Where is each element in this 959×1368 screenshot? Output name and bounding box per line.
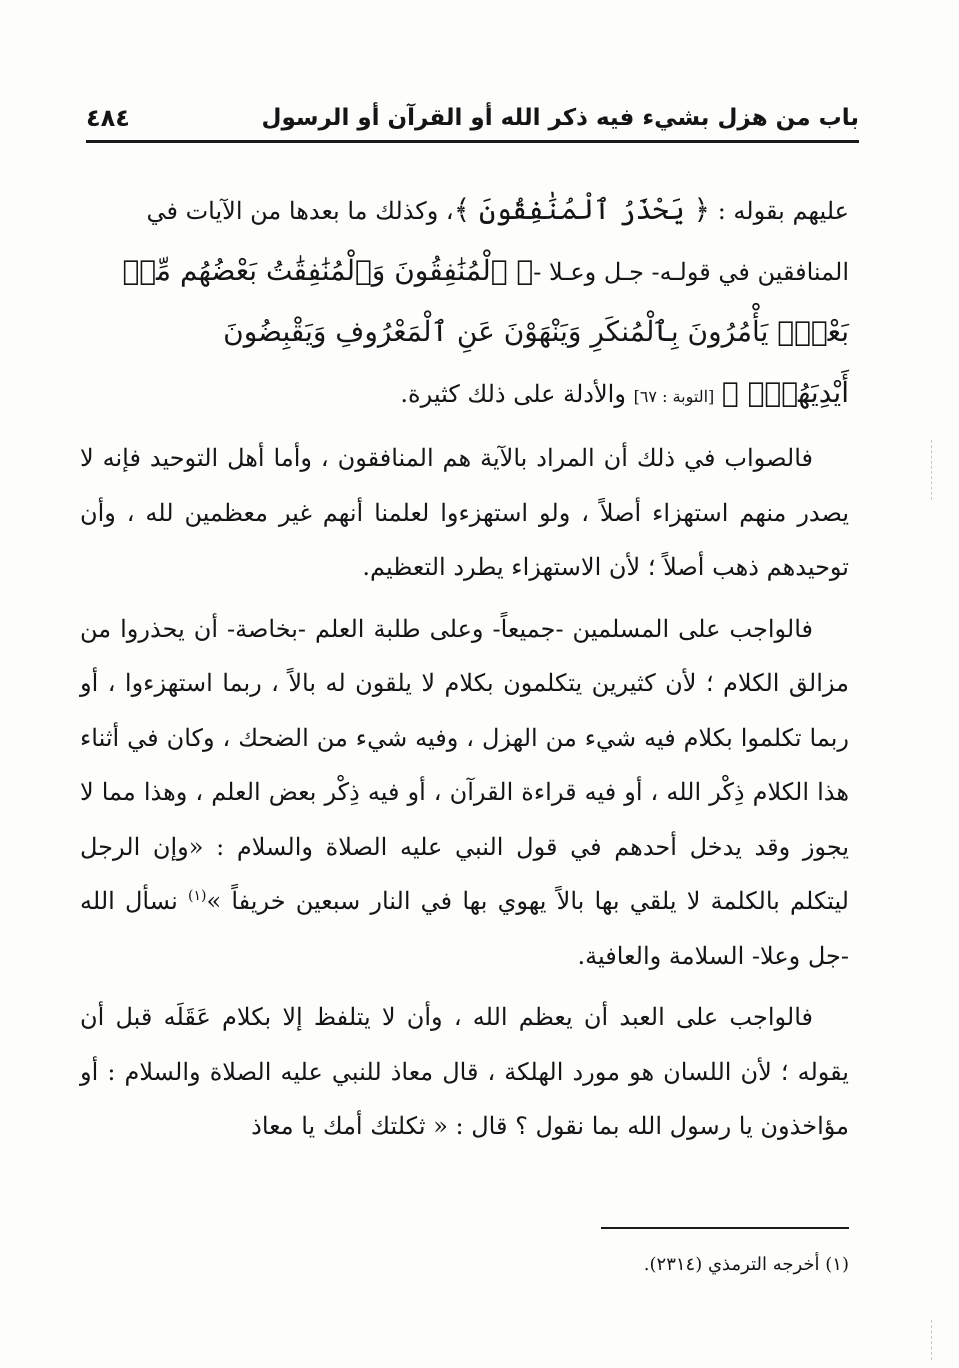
page-number: ٤٨٤ bbox=[86, 104, 130, 132]
footnote: (١) أخرجه الترمذي (٢٣١٤). bbox=[643, 1254, 849, 1275]
footnote-marker: (١) bbox=[188, 888, 207, 904]
text-segment: المنافقين في قولـه- جـل وعـلا - bbox=[533, 258, 849, 286]
page-header bbox=[86, 88, 859, 136]
quran-verse: ﴿ يَحْذَرُ ٱلْمُنَٰفِقُونَ ﴾ bbox=[453, 193, 711, 226]
quran-verse: أَيْدِيَهُمْۚ ﴾ bbox=[721, 376, 849, 409]
paragraph bbox=[80, 602, 849, 984]
crop-mark bbox=[931, 1320, 932, 1360]
crop-mark bbox=[931, 440, 932, 500]
main-text bbox=[80, 180, 849, 1161]
text-segment: والأدلة على ذلك كثيرة. bbox=[400, 380, 634, 408]
text-segment: نسأل الله -جل وعلا- السلامة والعافية. bbox=[80, 887, 849, 970]
running-title: باب من هزل بشيء فيه ذكر الله أو القرآن أو الرسول bbox=[261, 105, 859, 131]
verse-reference: [التوبة : ٦٧] bbox=[633, 387, 715, 406]
text-line bbox=[80, 363, 849, 427]
quran-verse: بَعْضٍۚ يَأْمُرُونَ بِٱلْمُنكَرِ وَيَنْهَوْنَ عَنِ ٱلْمَعْرُوفِ وَيَقْبِضُونَ bbox=[223, 315, 849, 348]
paragraph: فالصواب في ذلك أن المراد بالآية هم المنافقون ، وأما أهل التوحيد فإنه لا يصدر منهم استهزاء أصلاً ، ولو استهزءوا لعلمنا أنهم غير معظمين لله ، وأن توحيدهم ذهب أصلاً ؛ لأن الاستهزاء يطرد التعظيم. bbox=[80, 444, 849, 581]
text-line bbox=[80, 241, 849, 302]
text-line bbox=[80, 180, 849, 241]
text-segment: عليهم بقوله : bbox=[710, 197, 849, 225]
text-segment: فالواجب على المسلمين -جميعاً- وعلى طلبة العلم -بخاصة- أن يحذروا من مزالق الكلام ؛ لأن كثيرين يتكلمون بكلام لا يلقون له بالاً ، ربما استهزءوا ، أو ربما تكلموا بكلام فيه شيء من الهزل ، وفيه شيء من الضحك ، وكان في أثناء هذا الكلام ذِكْر الله ، أو فيه قراءة القرآن ، أو فيه ذِكْر بعض العلم ، وهذا مما لا يجوز وقد يدخل أحدهم في قول النبي عليه الصلاة والسلام : «وإن الرجل ليتكلم بالكلمة لا يلقي بها بالاً يهوي بها في النار سبعين خريفاً » bbox=[80, 614, 849, 915]
quran-verse: ﴿ ٱلْمُنَٰفِقُونَ وَٱلْمُنَٰفِقَٰتُ بَعْضُهُم مِّنۢ bbox=[122, 254, 534, 287]
paragraph: فالواجب على العبد أن يعظم الله ، وأن لا يتلفظ إلا بكلام عَقَلَه قبل أن يقوله ؛ لأن اللسان هو مورد الهلكة ، قال معاذ للنبي عليه الصلاة والسلام : أو مؤاخذون يا رسول الله بما نقول ؟ قال : « ثكلتك أمك يا معاذ bbox=[80, 1003, 849, 1140]
footnote-rule bbox=[601, 1227, 849, 1229]
text-line bbox=[80, 302, 849, 363]
header-rule bbox=[86, 140, 859, 143]
text-segment: ، وكذلك ما بعدها من الآيات في bbox=[146, 197, 454, 225]
paragraph-verse-citation bbox=[80, 180, 849, 427]
